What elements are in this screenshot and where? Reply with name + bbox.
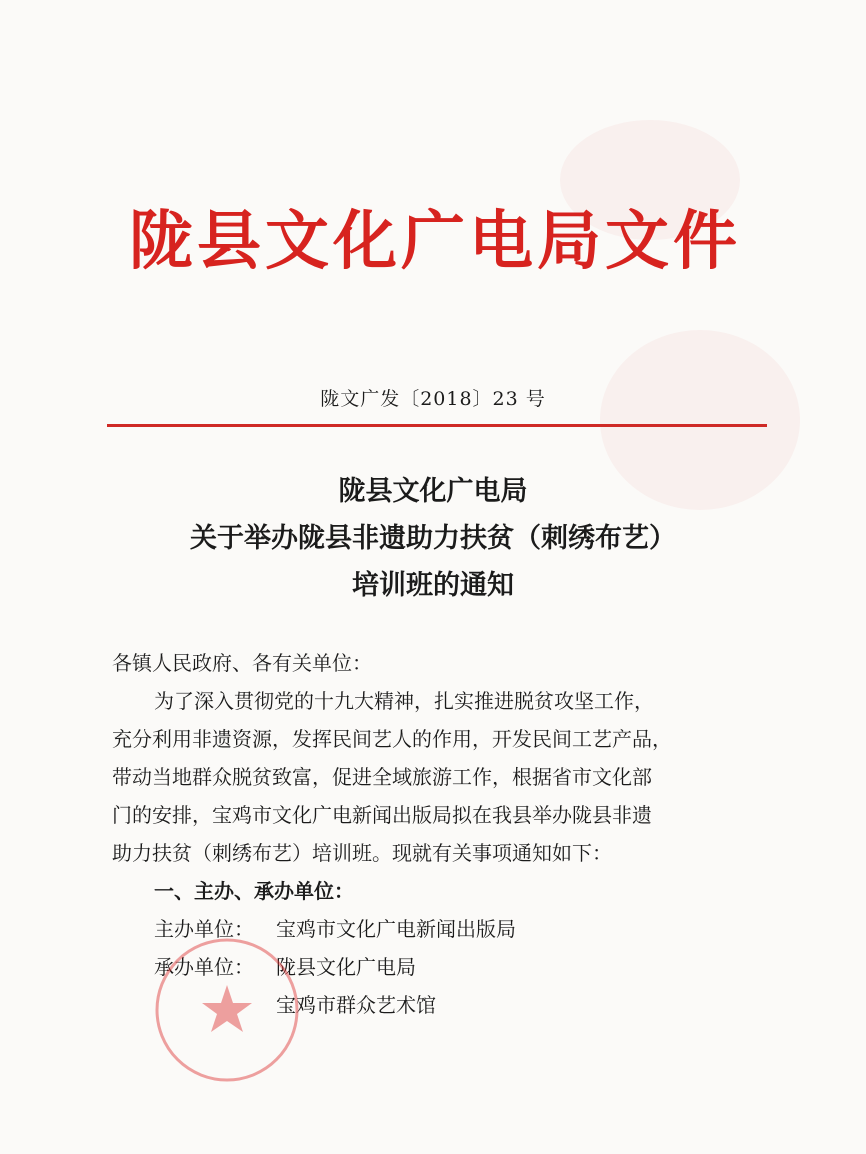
title-line-1: 陇县文化广电局 [338,476,528,507]
section-heading: 一、主办、承办单位： [154,879,354,903]
paragraph-line: 为了深入贯彻党的十九大精神，扎实推进脱贫攻坚工作， [154,689,654,713]
co-organizer-value: 陇县文化广电局 [276,955,416,979]
paragraph-line: 充分利用非遗资源，发挥民间艺人的作用，开发民间工艺产品， [112,727,672,751]
co-organizer-value: 宝鸡市群众艺术馆 [276,993,436,1017]
salutation: 各镇人民政府、各有关单位： [112,651,372,675]
title-line-2: 关于举办陇县非遗助力扶贫（刺绣布艺） [190,523,676,554]
paragraph-line: 助力扶贫（刺绣布艺）培训班。现就有关事项通知如下： [112,841,612,865]
red-seal-stamp [152,935,302,1085]
title-line-3: 培训班的通知 [352,570,514,601]
paragraph-line: 带动当地群众脱贫致富，促进全域旅游工作，根据省市文化部 [112,765,652,789]
document-number: 陇文广发〔2018〕23 号 [320,388,546,410]
organizer-label: 主办单位： [154,917,254,941]
red-divider-line [107,424,767,427]
co-organizer-label: 承办单位： [154,955,254,979]
notice-title [0,468,866,609]
masthead-title: 陇县文化广电局文件 [129,205,741,279]
organizer-value: 宝鸡市文化广电新闻出版局 [276,917,516,941]
paragraph-line: 门的安排，宝鸡市文化广电新闻出版局拟在我县举办陇县非遗 [112,803,652,827]
